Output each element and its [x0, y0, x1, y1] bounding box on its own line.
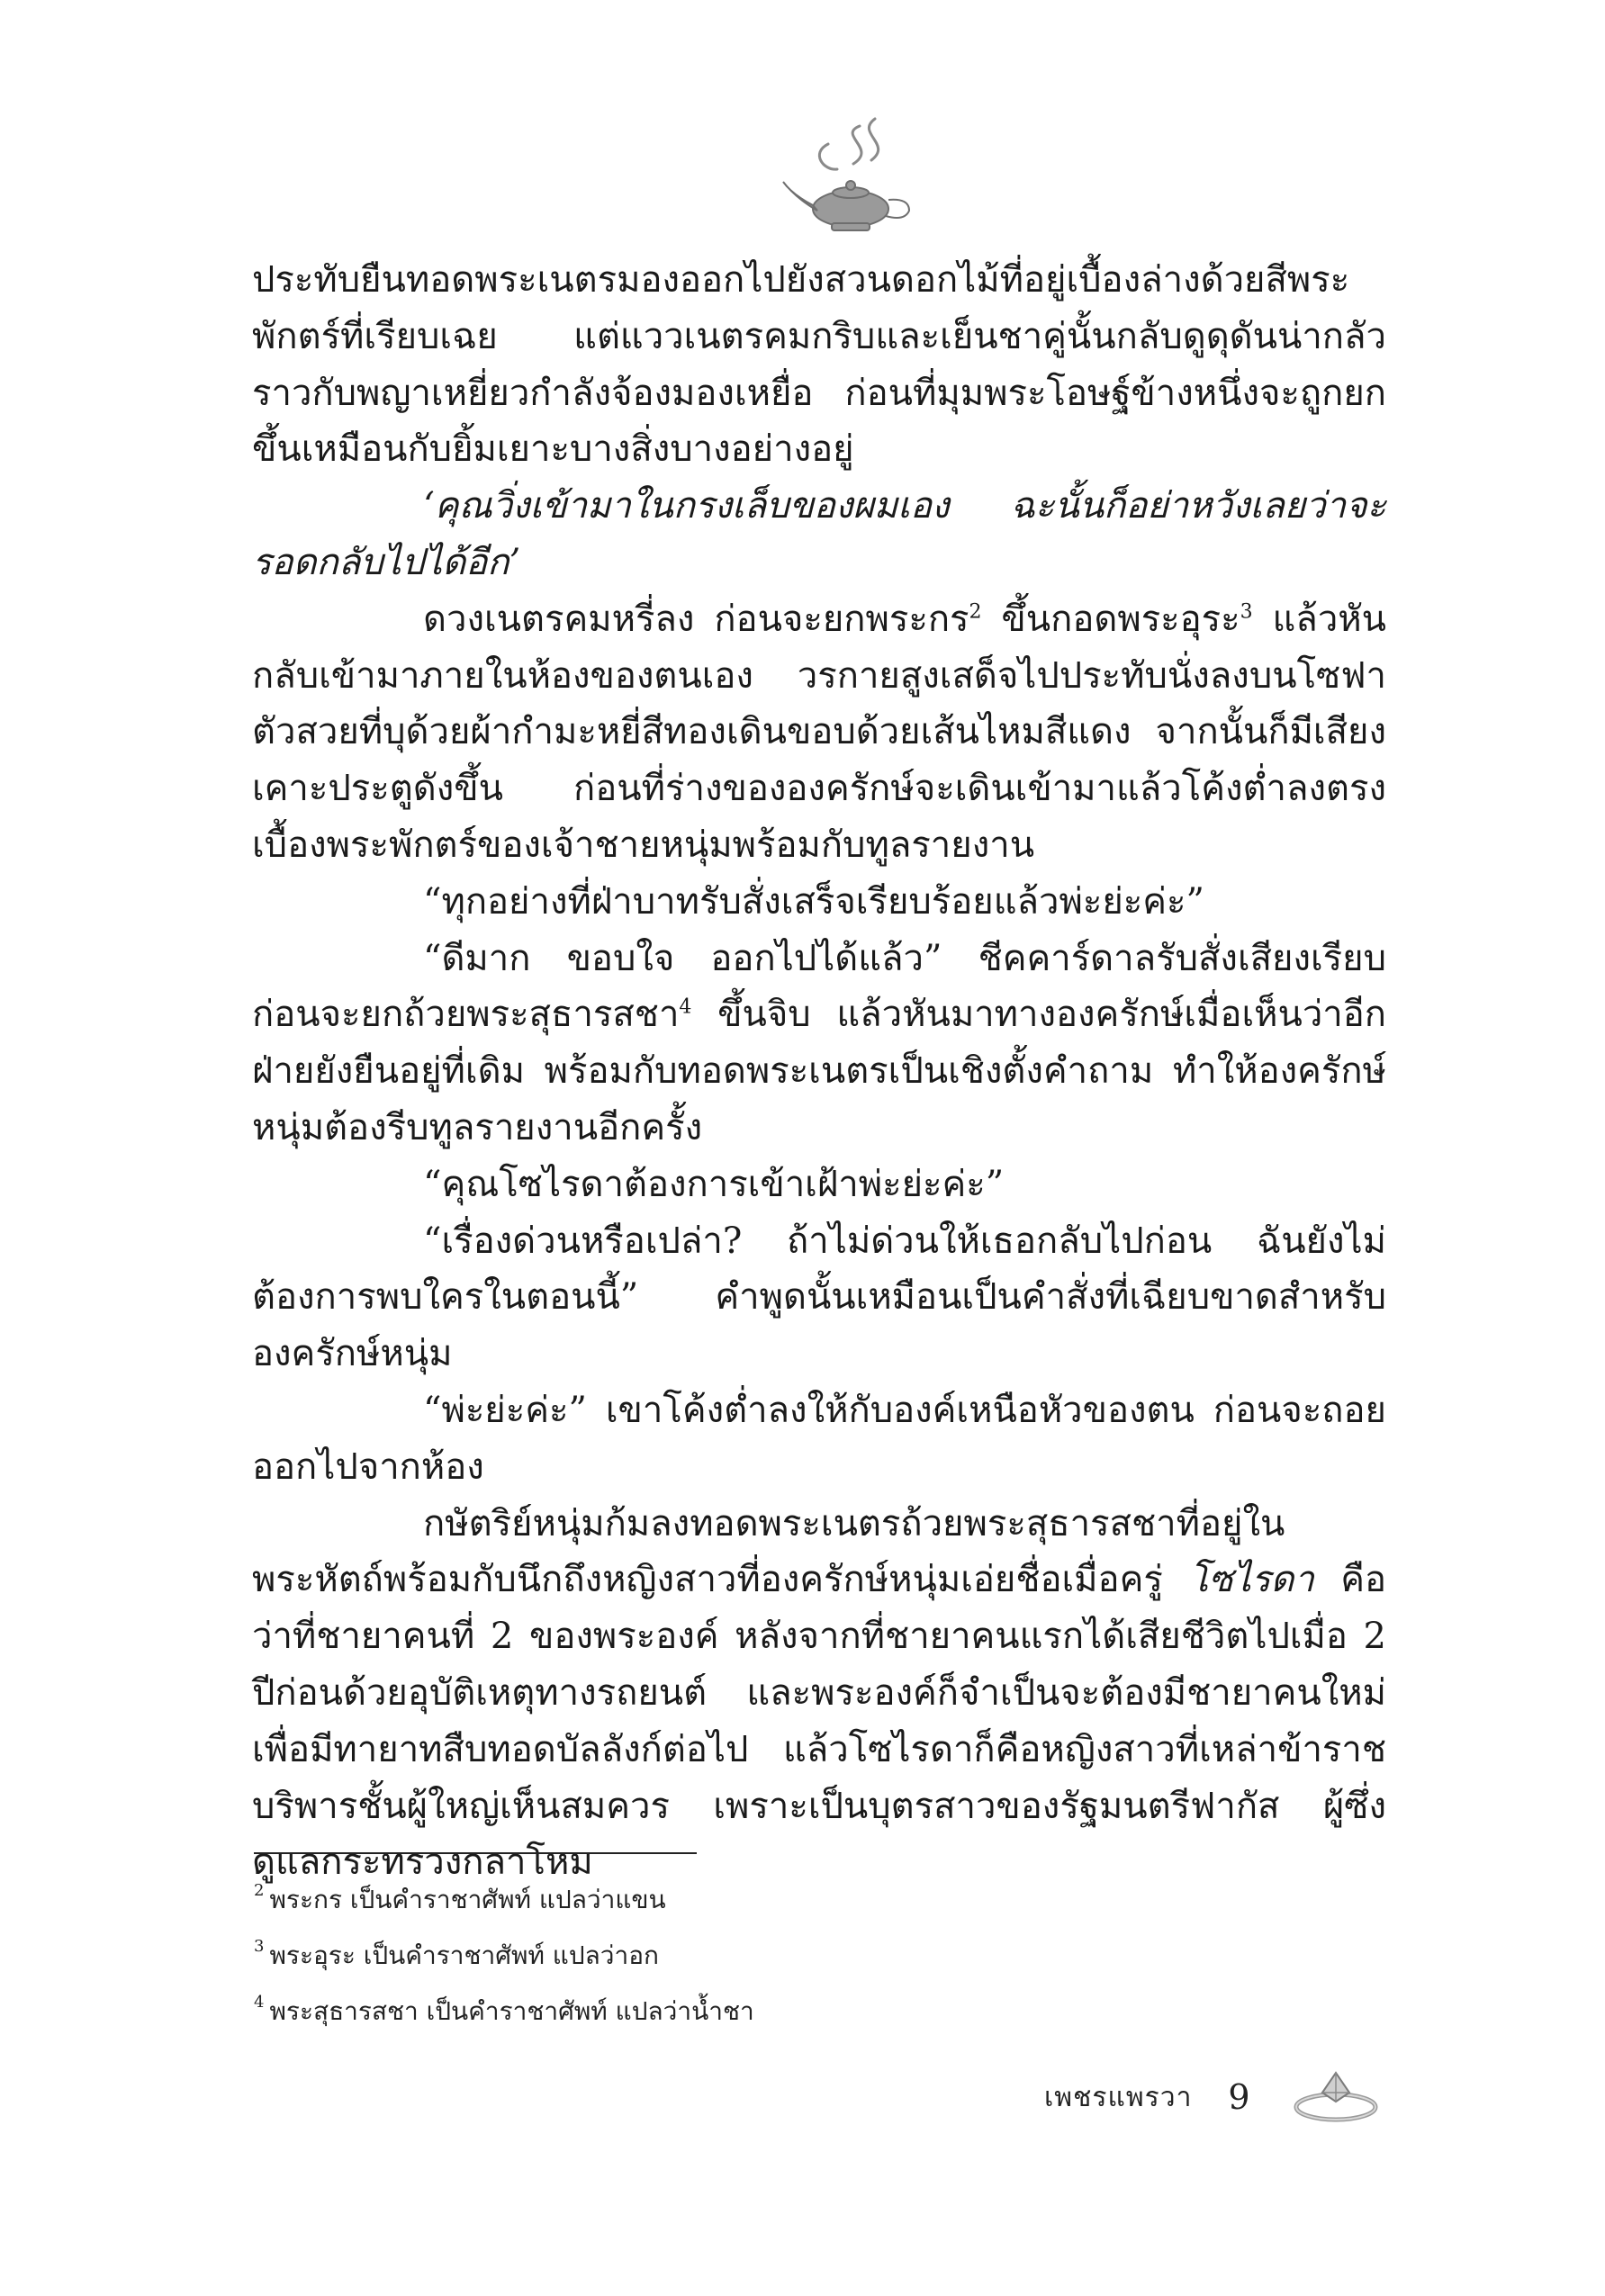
text-run: “ทุกอย่างที่ฝ่าบาทรับสั่งเสร็จเรียบร้อยแล้วพ่ะย่ะค่ะ”	[423, 880, 1204, 923]
text-run: “เรื่องด่วนหรือเปล่า? ถ้าไม่ด่วนให้เธอกลับไปก่อน ฉันยังไม่ต้องการพบใครในตอนนี้” คำพูดนั้นเหมือนเป็นคำสั่งที่เฉียบขาดสำหรับองครักษ์หนุ่ม	[252, 1220, 1386, 1375]
footnote	[254, 1930, 1064, 1985]
footnote-reference: 3	[1240, 600, 1253, 624]
footnote-divider	[254, 1852, 697, 1854]
text-run: “พ่ะย่ะค่ะ” เขาโค้งต่ำลงให้กับองค์เหนือหัวของตน ก่อนจะถอยออกไปจากห้อง	[252, 1389, 1386, 1488]
page-number: 9	[1228, 2077, 1250, 2117]
text-run: ‘คุณวิ่งเข้ามาในกรงเล็บของผมเอง ฉะนั้นก็อย่าหวังเลยว่าจะรอดกลับไปได้อีก’	[252, 485, 1386, 583]
page-footer	[1044, 2061, 1385, 2133]
footnotes	[254, 1874, 1064, 2041]
footnote-number: 3	[254, 1937, 265, 1956]
body-text	[252, 252, 1386, 1891]
footnote-number: 4	[254, 1993, 265, 2012]
text-run: ขึ้นกอดพระอุระ	[981, 598, 1240, 640]
footnote	[254, 1985, 1064, 2041]
paragraph	[252, 478, 1386, 591]
text-run: แล้วหันกลับเข้ามาภายในห้องของตนเอง วรกายสูงเสด็จไปประทับนั่งลงบนโซฟาตัวสวยที่บุด้วยผ้ากำมะหยี่สีทองเดินขอบด้วยเส้นไหมสีแดง จากนั้นก็มีเสียงเคาะประตูดังขึ้น ก่อนที่ร่างขององครักษ์จะเดินเข้ามาแล้วโค้งต่ำลงตรงเบื้องพระพักตร์ของเจ้าชายหนุ่มพร้อมกับทูลรายงาน	[252, 598, 1386, 866]
paragraph	[252, 1382, 1386, 1496]
footnote-reference: 4	[679, 996, 692, 1020]
text-run: กษัตริย์หนุ่มก้มลงทอดพระเนตรถ้วยพระสุธารสชาที่อยู่ในพระหัตถ์พร้อมกับนึกถึงหญิงสาวที่องครักษ์หนุ่มเอ่ยชื่อเมื่อครู่	[252, 1502, 1285, 1601]
text-run: “คุณโซไรดาต้องการเข้าเฝ้าพ่ะย่ะค่ะ”	[423, 1163, 1005, 1205]
footnote-text: พระกร เป็นคำราชาศัพท์ แปลว่าแขน	[269, 1885, 666, 1914]
footnote-reference: 2	[969, 600, 982, 624]
footnote-text: พระอุระ เป็นคำราชาศัพท์ แปลว่าอก	[269, 1940, 659, 1970]
diamond-ring-icon	[1286, 2066, 1385, 2129]
running-footer-book-title: เพชรแพรวา	[1044, 2081, 1193, 2113]
paragraph	[252, 1213, 1386, 1382]
text-run: ดวงเนตรคมหรี่ลง ก่อนจะยกพระกร	[423, 598, 969, 640]
paragraph	[252, 874, 1386, 931]
paragraph	[252, 1157, 1386, 1213]
teapot-ornament-icon	[774, 108, 927, 243]
text-run: คือว่าที่ชายาคนที่ 2 ของพระองค์ หลังจากที่ชายาคนแรกได้เสียชีวิตไปเมื่อ 2 ปีก่อนด้วยอุบัติเหตุทางรถยนต์ และพระองค์ก็จำเป็นจะต้องมีชายาคนใหม่เพื่อมีทายาทสืบทอดบัลลังก์ต่อไป แล้วโซไรดาก็คือหญิงสาวที่เหล่าข้าราชบริพารชั้นผู้ใหญ่เห็นสมควร เพราะเป็นบุตรสาวของรัฐมนตรีฟากัส ผู้ซึ่งดูแลกระทรวงกลาโหม	[252, 1559, 1387, 1884]
paragraph	[252, 591, 1386, 874]
footnote-number: 2	[254, 1881, 265, 1900]
text-run: “ดีมาก ขอบใจ ออกไปได้แล้ว” ชีคคาร์ดาลรับสั่งเสียงเรียบ ก่อนจะยกถ้วยพระสุธารสชา	[252, 937, 1386, 1036]
emphasis-text: โซไรดา	[1189, 1559, 1314, 1601]
paragraph	[252, 931, 1386, 1157]
paragraph	[252, 1496, 1386, 1892]
text-run: ประทับยืนทอดพระเนตรมองออกไปยังสวนดอกไม้ที่อยู่เบื้องล่างด้วยสีพระพักตร์ที่เรียบเฉย แต่แววเนตรคมกริบและเย็นชาคู่นั้นกลับดูดุดันน่ากลัว ราวกับพญาเหยี่ยวกำลังจ้องมองเหยื่อ ก่อนที่มุมพระโอษฐ์ข้างหนึ่งจะถูกยกขึ้นเหมือนกับยิ้มเยาะบางสิ่งบางอย่างอยู่	[252, 259, 1386, 471]
paragraph	[252, 252, 1386, 478]
footnote-text: พระสุธารสชา เป็นคำราชาศัพท์ แปลว่าน้ำชา	[269, 1996, 754, 2026]
footnote	[254, 1874, 1064, 1930]
text-run: ขึ้นจิบ แล้วหันมาทางองครักษ์เมื่อเห็นว่าอีกฝ่ายยังยืนอยู่ที่เดิม พร้อมกับทอดพระเนตรเป็นเชิงตั้งคำถาม ทำให้องครักษ์หนุ่มต้องรีบทูลรายงานอีกครั้ง	[252, 994, 1386, 1148]
